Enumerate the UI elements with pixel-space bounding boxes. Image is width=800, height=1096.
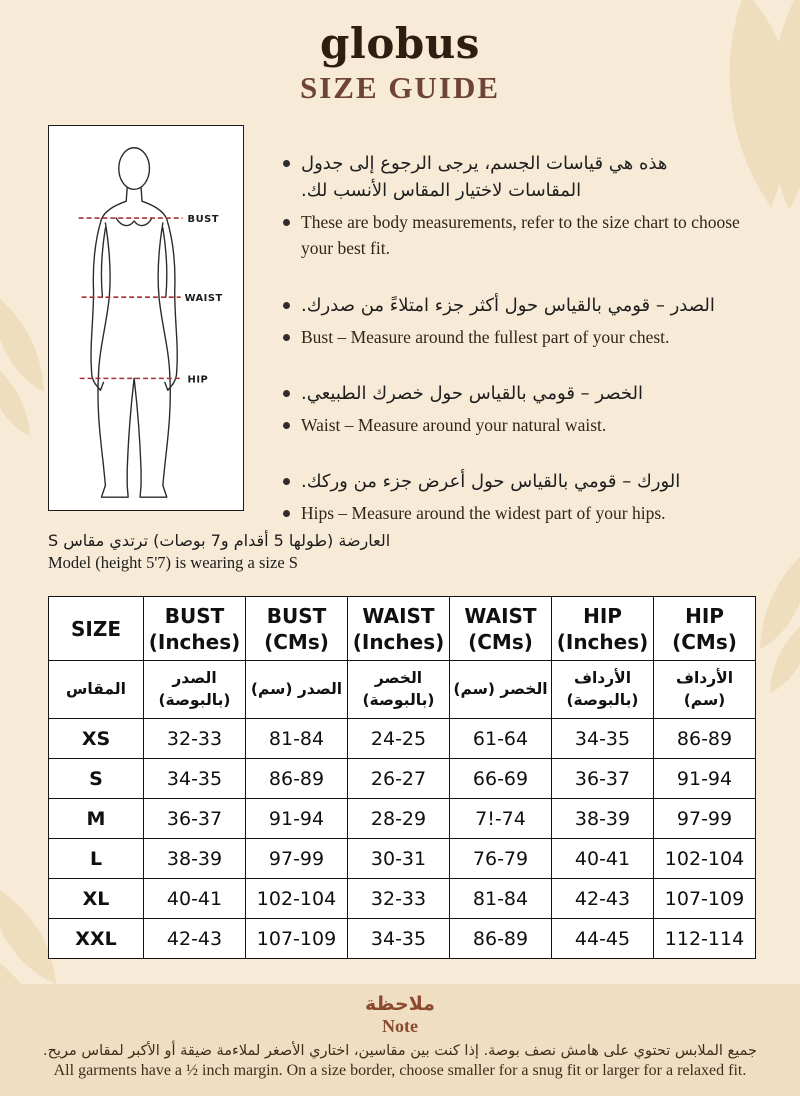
value-cell: 76-79 [450, 839, 552, 879]
header [0, 19, 800, 106]
value-cell: 102-104 [246, 879, 348, 919]
value-cell: 28-29 [348, 799, 450, 839]
instruction-group-hip [283, 468, 763, 526]
table-row-m [49, 799, 756, 839]
bullet-icon [283, 422, 290, 429]
instructions-list [283, 150, 763, 556]
model-note-english: Model (height 5'7) is wearing a size S [48, 553, 298, 572]
size-cell: S [49, 759, 144, 799]
value-cell: 38-39 [144, 839, 246, 879]
value-cell: 91-94 [654, 759, 756, 799]
table-header-arabic [49, 661, 756, 719]
note-body-english: All garments have a ½ inch margin. On a size border, choose smaller for a snug fit or larger for a relaxed fit. [53, 1062, 747, 1079]
value-cell: 112-114 [654, 919, 756, 959]
col-header-waist-in-ar: الخصر (بالبوصة) [348, 661, 450, 719]
value-cell: 34-35 [144, 759, 246, 799]
bullet-icon [283, 478, 290, 485]
value-cell: 40-41 [144, 879, 246, 919]
body-outline-illustration [49, 126, 243, 510]
bullet-icon [283, 219, 290, 226]
note-body-arabic: جميع الملابس تحتوي على هامش نصف بوصة. إذا كنت بين مقاسين، اختاري الأصغر لملاءمة ضيقة أو الأكبر لمقاس مريح. [43, 1043, 757, 1059]
instruction-english: Hips – Measure around the widest part of your hips. [283, 500, 763, 526]
table-row-xs [49, 719, 756, 759]
instruction-arabic: الورك – قومي بالقياس حول أعرض جزء من وركك. [283, 468, 763, 495]
value-cell: 24-25 [348, 719, 450, 759]
instruction-group-general [283, 150, 763, 262]
value-cell: 42-43 [144, 919, 246, 959]
bullet-icon [283, 334, 290, 341]
value-cell: 34-35 [552, 719, 654, 759]
instruction-english: Waist – Measure around your natural waist. [283, 412, 763, 438]
value-cell: 42-43 [552, 879, 654, 919]
value-cell: 66-69 [450, 759, 552, 799]
col-header-hip-in-ar: الأرداف (بالبوصة) [552, 661, 654, 719]
hip-label: HIP [187, 374, 209, 386]
bullet-icon [283, 302, 290, 309]
value-cell: 7!-74 [450, 799, 552, 839]
value-cell: 91-94 [246, 799, 348, 839]
size-chart-table [48, 596, 756, 959]
value-cell: 36-37 [144, 799, 246, 839]
note-heading-english: Note [382, 1016, 418, 1036]
value-cell: 86-89 [654, 719, 756, 759]
table-header-english [49, 597, 756, 661]
note-section [0, 984, 800, 1096]
value-cell: 36-37 [552, 759, 654, 799]
col-header-hip-cm: HIP (CMs) [654, 597, 756, 661]
value-cell: 38-39 [552, 799, 654, 839]
table-row-xxl [49, 919, 756, 959]
col-header-waist-cm: WAIST (CMs) [450, 597, 552, 661]
model-note-arabic: العارضة (طولها 5 أقدام و7 بوصات) ترتدي مقاس S [48, 531, 391, 550]
value-cell: 34-35 [348, 919, 450, 959]
instruction-english: These are body measurements, refer to the size chart to choose your best fit. [283, 209, 763, 262]
value-cell: 81-84 [450, 879, 552, 919]
model-note [48, 531, 390, 573]
value-cell: 107-109 [654, 879, 756, 919]
bust-label: BUST [187, 213, 219, 225]
value-cell: 97-99 [654, 799, 756, 839]
table-row-l [49, 839, 756, 879]
value-cell: 32-33 [144, 719, 246, 759]
note-heading-arabic: ملاحظة [365, 993, 435, 1015]
instruction-english: Bust – Measure around the fullest part of your chest. [283, 324, 763, 350]
size-cell: M [49, 799, 144, 839]
value-cell: 107-109 [246, 919, 348, 959]
value-cell: 44-45 [552, 919, 654, 959]
col-header-bust-cm-ar: الصدر (سم) [246, 661, 348, 719]
value-cell: 40-41 [552, 839, 654, 879]
value-cell: 32-33 [348, 879, 450, 919]
col-header-bust-in: BUST (Inches) [144, 597, 246, 661]
table-row-xl [49, 879, 756, 919]
size-cell: XL [49, 879, 144, 919]
page-title: SIZE GUIDE [299, 70, 501, 106]
col-header-bust-cm: BUST (CMs) [246, 597, 348, 661]
instruction-group-waist [283, 380, 763, 438]
bullet-icon [283, 160, 290, 167]
value-cell: 81-84 [246, 719, 348, 759]
col-header-hip-in: HIP (Inches) [552, 597, 654, 661]
value-cell: 30-31 [348, 839, 450, 879]
col-header-waist-cm-ar: الخصر (سم) [450, 661, 552, 719]
col-header-bust-in-ar: الصدر (بالبوصة) [144, 661, 246, 719]
value-cell: 61-64 [450, 719, 552, 759]
col-header-hip-cm-ar: الأرداف (سم) [654, 661, 756, 719]
measurement-diagram [48, 125, 244, 511]
bullet-icon [283, 390, 290, 397]
value-cell: 97-99 [246, 839, 348, 879]
waist-label: WAIST [184, 293, 223, 305]
col-header-size: SIZE [49, 597, 144, 661]
bullet-icon [283, 510, 290, 517]
instruction-arabic: الخصر – قومي بالقياس حول خصرك الطبيعي. [283, 380, 763, 407]
instruction-arabic: الصدر – قومي بالقياس حول أكثر جزء امتلاءً من صدرك. [283, 292, 763, 319]
size-cell: XXL [49, 919, 144, 959]
size-cell: XS [49, 719, 144, 759]
value-cell: 86-89 [246, 759, 348, 799]
value-cell: 86-89 [450, 919, 552, 959]
value-cell: 102-104 [654, 839, 756, 879]
table-row-s [49, 759, 756, 799]
size-cell: L [49, 839, 144, 879]
value-cell: 26-27 [348, 759, 450, 799]
col-header-size-ar: المقاس [49, 661, 144, 719]
brand-logo: globus [320, 19, 480, 68]
instruction-arabic: هذه هي قياسات الجسم، يرجى الرجوع إلى جدول المقاسات لاختيار المقاس الأنسب لك. [283, 150, 763, 204]
col-header-waist-in: WAIST (Inches) [348, 597, 450, 661]
instruction-group-bust [283, 292, 763, 350]
